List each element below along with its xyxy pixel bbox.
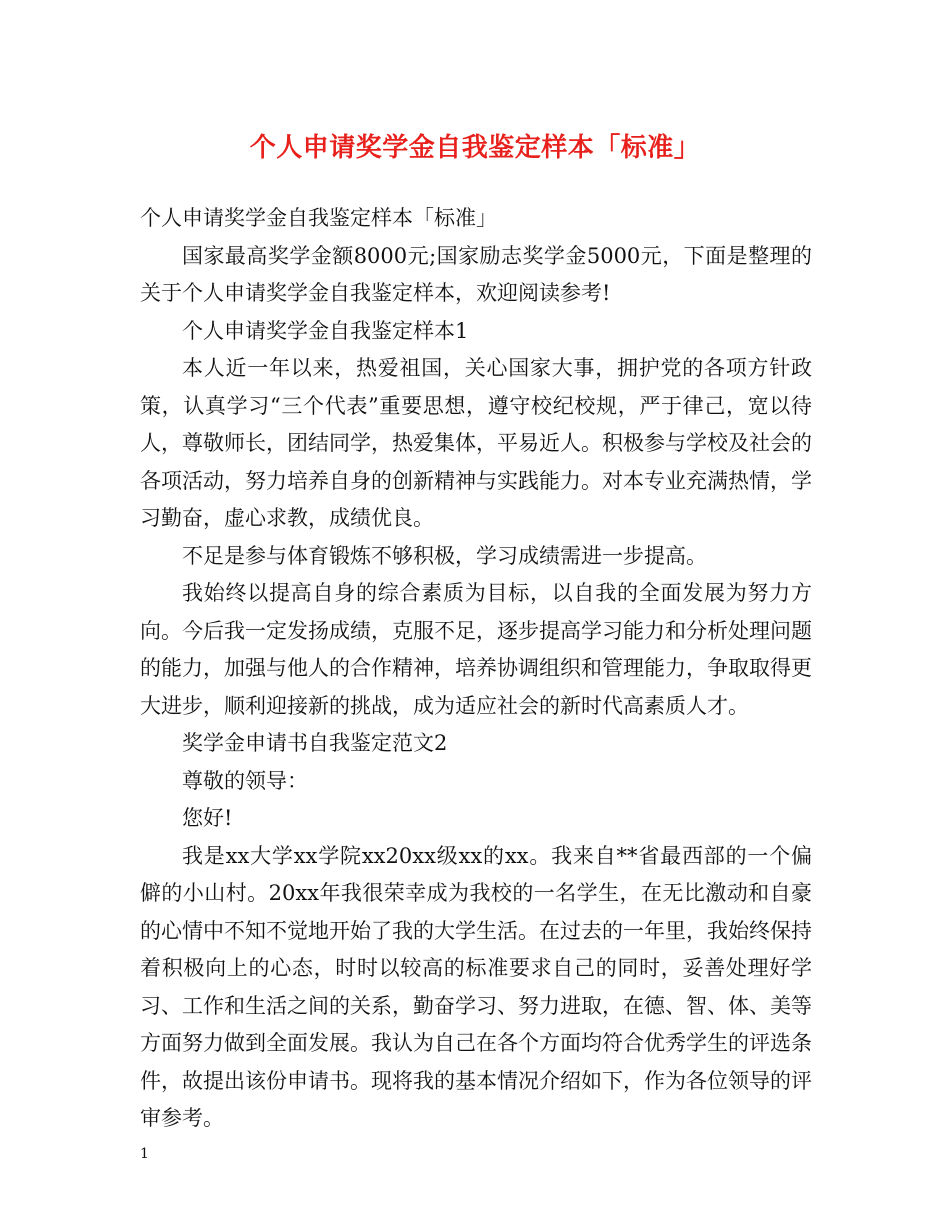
greeting: 您好!	[182, 806, 233, 830]
section-heading-1: 个人申请奖学金自我鉴定样本1	[182, 318, 469, 343]
paragraph: 我是xx大学xx学院xx20xx级xx的xx。我来自**省最西部的一个偏僻的小山村。20xx年我很荣幸成为我校的一名学生，在无比激动和自豪的心情中不知不觉地开始了我的大学生活。在过去的一年里，我始终保持着积极向上的心态，时时以较高的标准要求自己的同时，妥善处理好学习、工作和生活之间的关系，勤奋学习、努力进取，在德、智、体、美等方面努力做到全面发展。我认为自己在各个方面均符合优秀学生的评选条件，故提出该份申请书。现将我的基本情况介绍如下，作为各位领导的评审参考。	[140, 843, 812, 1130]
page-number: 1	[140, 1146, 149, 1162]
paragraph-intro: 国家最高奖学金额8000元;国家励志奖学金5000元，下面是整理的关于个人申请奖学金自我鉴定样本，欢迎阅读参考!	[140, 243, 812, 305]
section-heading-2: 奖学金申请书自我鉴定范文2	[182, 731, 448, 755]
document-title: 个人申请奖学金自我鉴定样本「标准」	[249, 133, 701, 163]
paragraph: 本人近一年以来，热爱祖国，关心国家大事，拥护党的各项方针政策，认真学习“三个代表”重要思想，遵守校纪校规，严于律己，宽以待人，尊敬师长，团结同学，热爱集体，平易近人。积极参与学校及社会的各项活动，努力培养自身的创新精神与实践能力。对本专业充满热情，学习勤奋，虚心求教，成绩优良。	[140, 356, 812, 530]
paragraph-subtitle: 个人申请奖学金自我鉴定样本「标准」	[140, 206, 497, 230]
salutation: 尊敬的领导：	[182, 768, 308, 793]
document-body	[140, 200, 812, 1138]
paragraph: 我始终以提高自身的综合素质为目标，以自我的全面发展为努力方向。今后我一定发扬成绩，克服不足，逐步提高学习能力和分析处理问题的能力，加强与他人的合作精神，培养协调组织和管理能力，争取取得更大进步，顺利迎接新的挑战，成为适应社会的新时代高素质人才。	[140, 581, 812, 718]
paragraph: 不足是参与体育锻炼不够积极，学习成绩需进一步提高。	[182, 543, 707, 568]
